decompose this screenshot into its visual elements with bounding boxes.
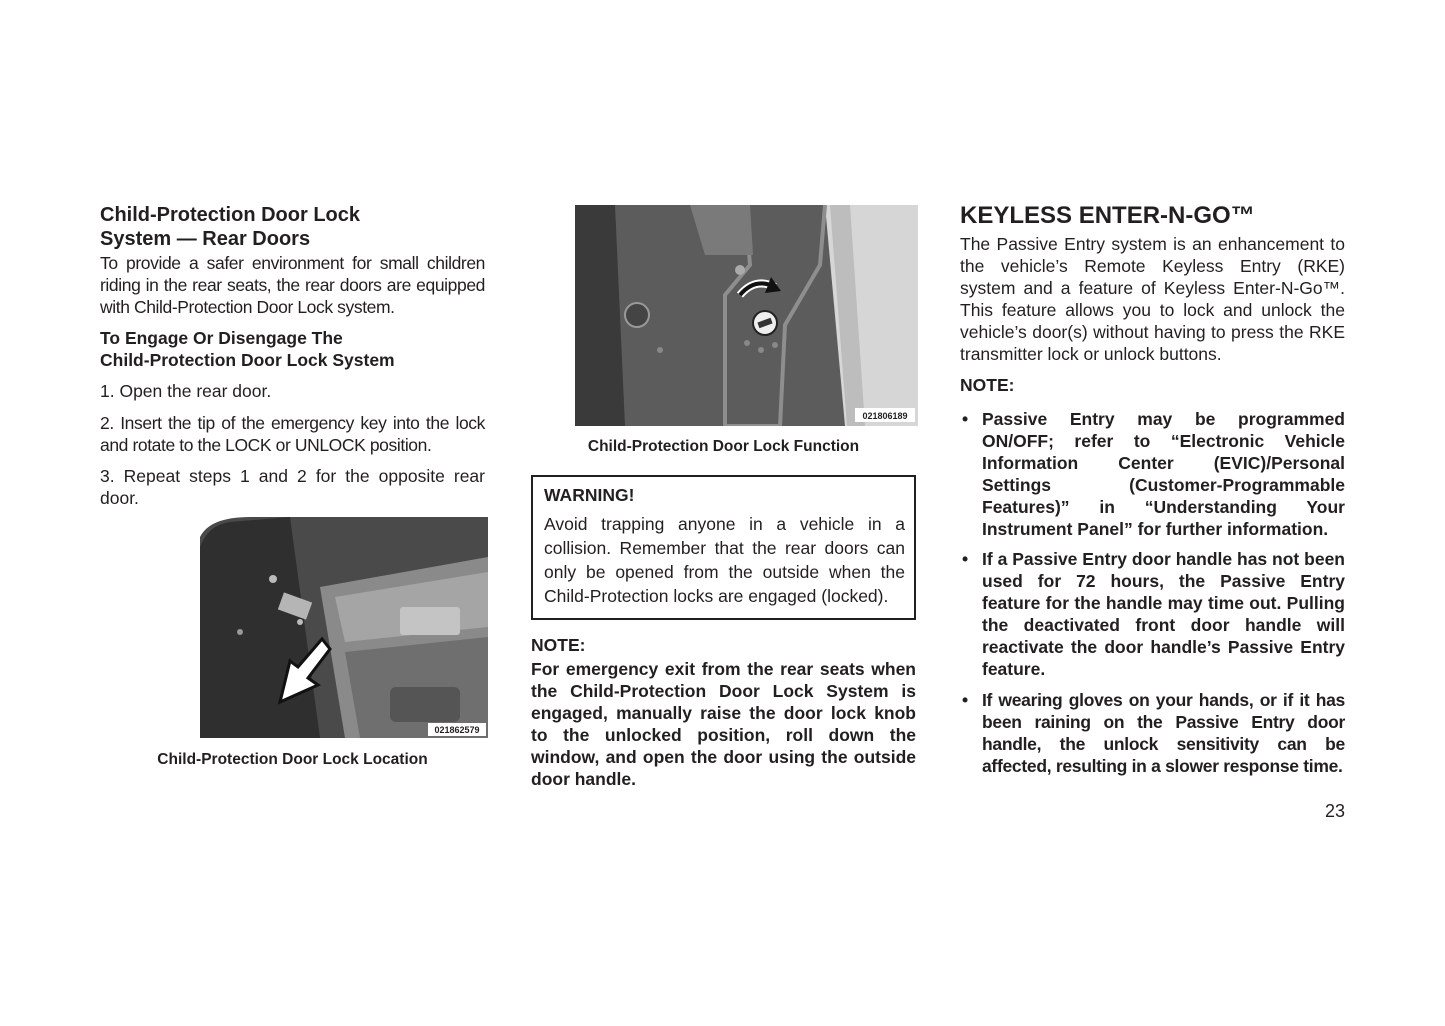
bullet-text-3: If wearing gloves on your hands, or if it has been raining on the Passive Entry door handle, the unlock sensitivity can be affected, resulting in a slower response time. — [982, 690, 1345, 776]
bullet-text-1: Passive Entry may be programmed ON/OFF; refer to “Electronic Vehicle Information Center (EVIC)/Personal Settings (Customer-Programmable Features)” in “Understanding Your Instrument Panel” for further information. — [982, 409, 1345, 539]
door-lock-location-photo — [130, 517, 488, 738]
subheading-line2: Child-Protection Door Lock System — [100, 350, 395, 370]
note-bullet-2 — [962, 548, 1345, 680]
bullet-text-2: If a Passive Entry door handle has not been used for 72 hours, the Passive Entry feature for the handle may time out. Pulling the deactivated front door handle will reactivate the door handle’s Passive Entry feature. — [982, 549, 1345, 679]
figure-code-2: 021806189 — [862, 411, 908, 421]
warning-box — [531, 475, 916, 620]
keyless-intro: The Passive Entry system is an enhancement to the vehicle’s Remote Keyless Entry (RKE) system and a feature of Keyless Enter-N-Go™. This feature allows you to lock and unlock the vehicle’s door(s) without having to press the RKE transmitter lock or unlock buttons. — [960, 234, 1345, 364]
figure-caption-function: Child-Protection Door Lock Function — [587, 438, 860, 455]
section-heading-line2: System — Rear Doors — [100, 228, 311, 250]
warning-title: WARNING! — [544, 485, 635, 505]
step-3: 3. Repeat steps 1 and 2 for the opposite rear door. — [100, 466, 485, 508]
step-2: 2. Insert the tip of the emergency key into the lock and rotate to the LOCK or UNLOCK position. — [100, 413, 485, 455]
page-number: 23 — [1324, 801, 1345, 821]
keyless-heading: KEYLESS ENTER-N-GO™ — [960, 202, 1255, 229]
figure-code-1: 021862579 — [434, 725, 480, 735]
door-lock-function-photo — [575, 205, 918, 426]
note-title-col2: NOTE: — [531, 635, 586, 655]
note-bullet-1 — [962, 408, 1345, 540]
note-bullet-3 — [962, 689, 1345, 777]
section-intro: To provide a safer environment for small children riding in the rear seats, the rear doors are equipped with Child-Protection Door Lock system. — [100, 253, 485, 317]
note-text-col2: For emergency exit from the rear seats when the Child-Protection Door Lock System is engaged, manually raise the door lock knob to the unlocked position, roll down the window, and open the door using the outside door handle. — [531, 659, 916, 789]
section-heading-line1: Child-Protection Door Lock — [100, 204, 360, 226]
subheading-line1: To Engage Or Disengage The — [100, 328, 343, 348]
figure-caption-location: Child-Protection Door Lock Location — [157, 751, 428, 768]
bullet-glyph: • — [962, 549, 969, 569]
bullet-glyph: • — [962, 690, 968, 710]
step-1: 1. Open the rear door. — [100, 381, 272, 401]
note-title-col3: NOTE: — [960, 375, 1015, 395]
bullet-glyph: • — [962, 409, 969, 429]
warning-text: Avoid trapping anyone in a vehicle in a collision. Remember that the rear doors can only be opened from the outside when the Child-Protection locks are engaged (locked). — [544, 514, 905, 606]
